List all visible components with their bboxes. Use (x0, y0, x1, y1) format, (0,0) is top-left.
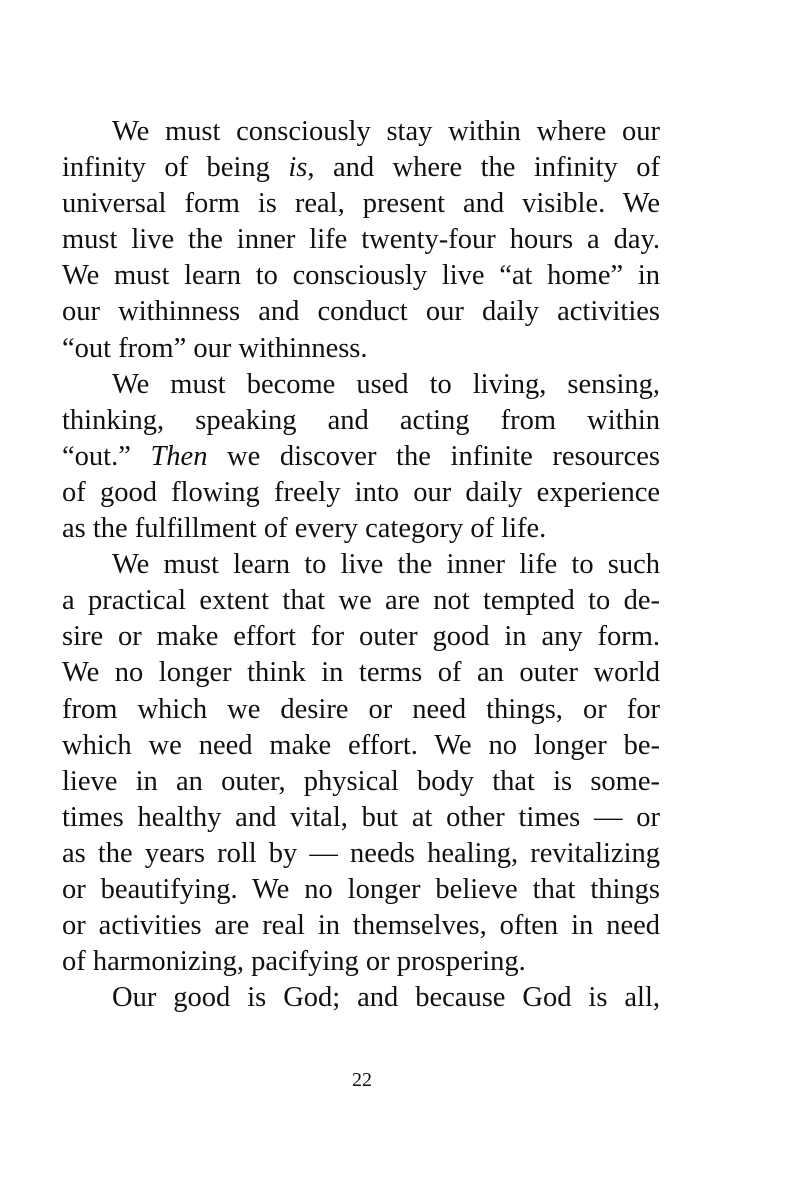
text-run: We must become used to living, sensing, (112, 368, 660, 400)
page-number: 22 (352, 1069, 372, 1091)
body-text (62, 114, 660, 1016)
text-run: times healthy and vital, but at other times — or (62, 801, 660, 833)
text-line (62, 836, 660, 872)
text-run: Our good is God; and because God is all, (112, 982, 660, 1014)
text-run: We must learn to consciously live “at home” in (62, 260, 660, 292)
text-run: as the fulfillment of every category of life. (62, 513, 547, 545)
paragraph (62, 980, 660, 1016)
text-line (62, 367, 660, 403)
text-run: from which we desire or need things, or for (62, 693, 660, 725)
text-line (62, 908, 660, 944)
text-line (62, 186, 660, 222)
text-line (62, 655, 660, 691)
text-run: lieve in an outer, physical body that is some- (62, 765, 660, 797)
text-run: our withinness and conduct our daily activities (62, 296, 660, 328)
text-line (62, 258, 660, 294)
text-run: which we need make effort. We no longer be- (62, 729, 660, 761)
text-line (62, 872, 660, 908)
text-run: infinity of being (62, 152, 289, 184)
text-run: of harmonizing, pacifying or prospering. (62, 946, 526, 978)
text-line (62, 764, 660, 800)
text-line (62, 800, 660, 836)
text-run: as the years roll by — needs healing, revitalizing (62, 837, 660, 869)
text-line (62, 114, 660, 150)
text-run: of good flowing freely into our daily experience (62, 476, 660, 508)
paragraph (62, 114, 660, 367)
text-run: a practical extent that we are not tempted to de- (62, 585, 660, 617)
text-line (62, 475, 660, 511)
text-line (62, 728, 660, 764)
italic-text: Then (150, 440, 208, 472)
text-line (62, 980, 660, 1016)
text-run: , and where the infinity of (307, 152, 660, 184)
text-line (62, 294, 660, 330)
text-line (62, 511, 660, 547)
text-run: we discover the infinite resources (207, 440, 660, 472)
text-line (62, 583, 660, 619)
text-run: or activities are real in themselves, often in need (62, 910, 660, 942)
italic-text: is (288, 152, 308, 184)
text-line (62, 547, 660, 583)
paragraph (62, 367, 660, 547)
text-run: “out.” (62, 440, 151, 472)
text-run: We must consciously stay within where our (112, 116, 660, 147)
text-run: must live the inner life twenty-four hours a day. (62, 224, 660, 256)
paragraph (62, 547, 660, 980)
text-line (62, 944, 660, 980)
text-run: We no longer think in terms of an outer world (62, 657, 660, 689)
text-run: “out from” our withinness. (62, 332, 368, 364)
text-line (62, 331, 660, 367)
text-run: thinking, speaking and acting from within (62, 404, 660, 436)
text-run: or beautifying. We no longer believe that things (62, 873, 660, 905)
text-line (62, 692, 660, 728)
text-run: universal form is real, present and visible. We (62, 188, 660, 220)
text-line (62, 222, 660, 258)
text-line (62, 150, 660, 186)
text-line (62, 439, 660, 475)
text-line (62, 619, 660, 655)
text-run: sire or make effort for outer good in any form. (62, 621, 660, 653)
text-run: We must learn to live the inner life to such (112, 549, 660, 581)
text-line (62, 403, 660, 439)
